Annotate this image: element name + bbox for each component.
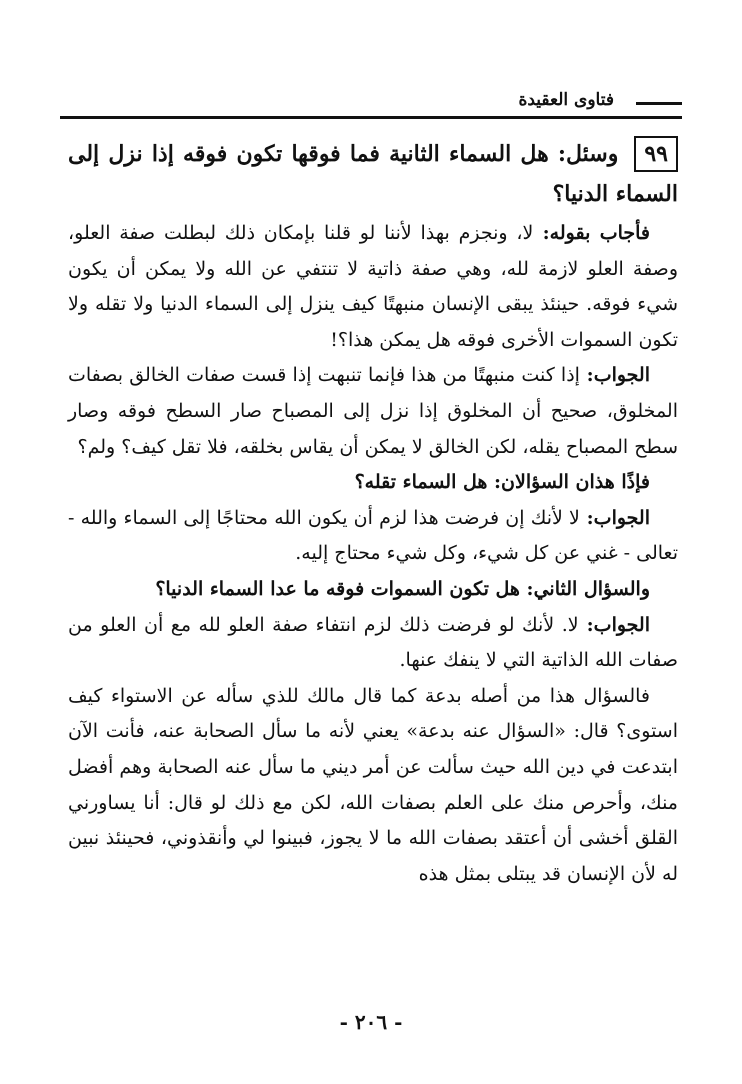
body-paragraph: [68, 679, 678, 893]
paragraph-text: لا. لأنك لو فرضت ذلك لزم انتفاء صفة العلو لله مع أن العلو من صفات الله الذاتية التي لا ينفك عنها.: [68, 613, 678, 672]
question-text: وسئل: هل السماء الثانية فما فوقها تكون فوقه إذا نزل إلى السماء الدنيا؟: [68, 141, 678, 207]
paragraph-text: لا، ونجزم بهذا لأننا لو قلنا بإمكان ذلك لبطلت صفة العلو، وصفة العلو لازمة لله، وهي صفة ذاتية لا تنتفي عن الله ولا يمكن أن يكون شيء فوقه. حينئذ يبقى الإنسان منبهتًا كيف ينزل إلى السماء الدنيا ولا تقله ولا تكون السموات الأخرى فوقه هل يمكن هذا؟!: [68, 222, 678, 351]
paragraph-lead: فأجاب بقوله:: [533, 222, 650, 244]
paragraph-text: والسؤال الثاني: هل تكون السموات فوقه ما عدا السماء الدنيا؟: [155, 577, 650, 600]
header-dash: [636, 102, 682, 105]
question-line: [68, 134, 678, 214]
answer-paragraph: [68, 501, 678, 572]
main-text: [68, 134, 678, 892]
paragraph-text: لا لأنك إن فرضت هذا لزم أن يكون الله محتاجًا إلى السماء والله - تعالى - غني عن كل شيء، وكل شيء محتاج إليه.: [68, 506, 678, 565]
subquestion-paragraph: [68, 572, 678, 608]
answer-paragraph: [68, 608, 678, 679]
answer-paragraph: [68, 216, 678, 358]
paragraph-text: إذا كنت منبهتًا من هذا فإنما تنبهت إذا قست صفات الخالق بصفات المخلوق، صحيح أن المخلوق إذا نزل إلى المصباح صار السطح فوقه وصار سطح المصباح يقله، لكن الخالق لا يمكن أن يقاس بخلقه، فلا تقل كيف؟ ولم؟: [68, 364, 678, 458]
question-number-box: ٩٩: [634, 136, 678, 172]
paragraph-lead: الجواب:: [579, 506, 650, 529]
paragraph-text: فالسؤال هذا من أصله بدعة كما قال مالك للذي سأله عن الاستواء كيف استوى؟ قال: «السؤال عنه بدعة» يعني لأنه ما سأل الصحابة عنه، فأنت الآن ابتدعت في دين الله حيث سألت عن أمر ديني ما سأل عنه الصحابة وهم أفضل منك، وأحرص منك على العلم بصفات الله، لكن مع ذلك لو قال: أنا يساورني القلق أخشى أن أعتقد بصفات الله ما لا يجوز، فبينوا لي وأنقذوني، فحينئذ نبين له لأن الإنسان قد يبتلى بمثل هذه: [68, 684, 678, 885]
answer-paragraph: [68, 358, 678, 465]
paragraph-lead: الجواب:: [579, 364, 651, 387]
running-header: [60, 88, 682, 122]
subquestion-paragraph: [68, 465, 678, 501]
header-title: فتاوى العقيدة: [512, 90, 620, 110]
paragraph-text: فإذًا هذان السؤالان: هل السماء تقله؟: [354, 471, 650, 494]
page-number: - ٢٠٦ -: [339, 1010, 403, 1034]
paragraph-lead: الجواب:: [578, 613, 650, 636]
header-rule: [60, 116, 682, 119]
